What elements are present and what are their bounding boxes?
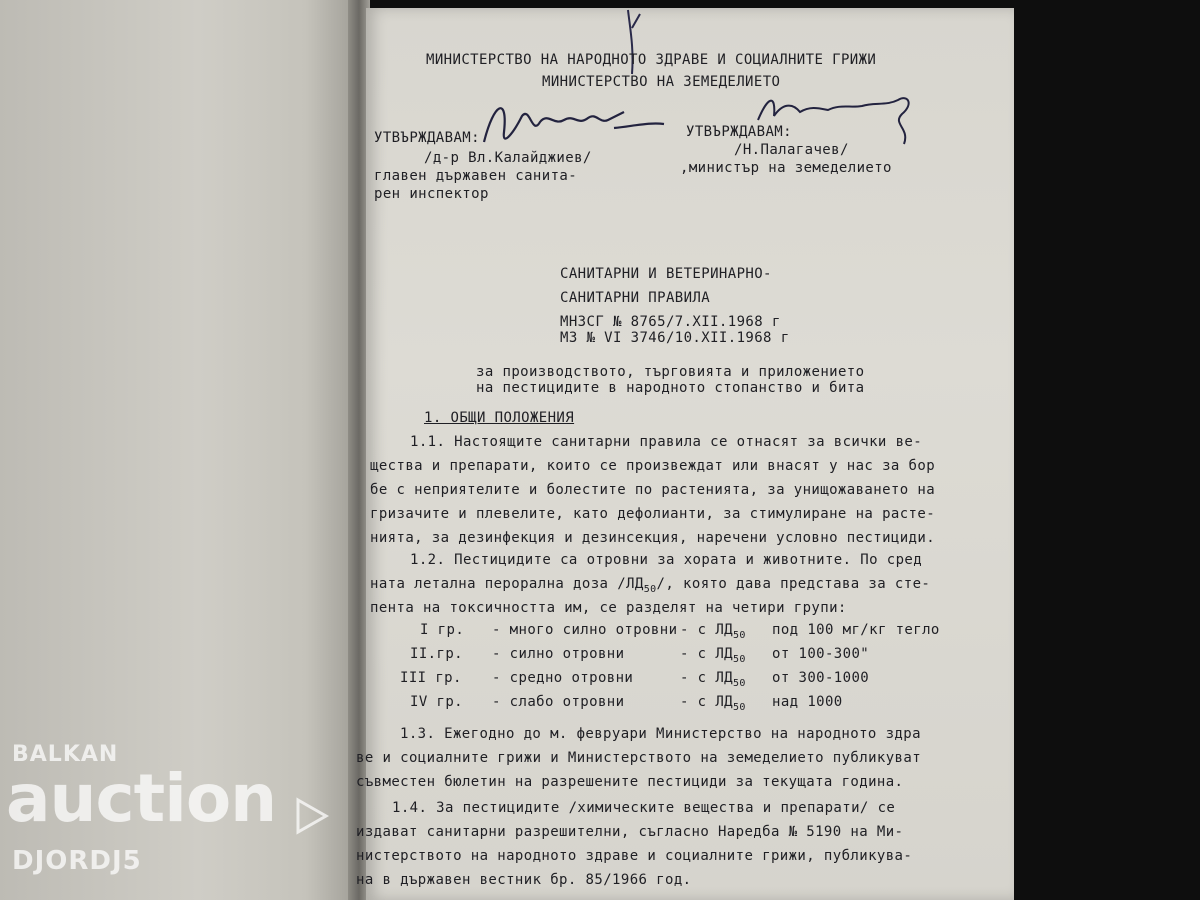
group-ld: - с $ЛД_{50}$ bbox=[680, 670, 746, 689]
approver-right-role: ,министър на земеделието bbox=[680, 160, 892, 176]
reference-2: МЗ № VI 3746/10.XII.1968 г bbox=[560, 330, 790, 346]
watermark-line-3: DJORDJ5 bbox=[12, 846, 142, 876]
watermark-line-1: BALKAN bbox=[12, 742, 119, 767]
p3-line-2: ве и социалните грижи и Министерството на земеделието публикуват bbox=[356, 750, 922, 766]
group-number: II.гр. bbox=[410, 646, 463, 662]
title-line-2: САНИТАРНИ ПРАВИЛА bbox=[560, 290, 711, 306]
p1-line-4: гризачите и плевелите, като дефолианти, за стимулиране на расте- bbox=[370, 506, 936, 522]
approver-left-role-1: главен държавен санита- bbox=[374, 168, 578, 184]
p3-line-1: 1.3. Ежегодно до м. февруари Министерство на народното здра bbox=[400, 726, 921, 742]
reference-1: МНЗСГ № 8765/7.XII.1968 г bbox=[560, 314, 781, 330]
subtitle-1: за производството, търговията и приложението bbox=[476, 364, 865, 380]
group-description: - средно отровни bbox=[492, 670, 634, 686]
auction-watermark bbox=[0, 738, 340, 888]
p1-line-3: бе с неприятелите и болестите по растенията, за унищожаването на bbox=[370, 482, 936, 498]
p1-line-5: нията, за дезинфекция и дезинсекция, наречени условно пестициди. bbox=[370, 530, 936, 546]
watermark-line-2: auction bbox=[6, 760, 277, 837]
group-description: - слабо отровни bbox=[492, 694, 625, 710]
title-line-1: САНИТАРНИ И ВЕТЕРИНАРНО- bbox=[560, 266, 772, 282]
play-arrow-icon bbox=[292, 796, 332, 836]
group-range: от 100-300" bbox=[772, 646, 870, 662]
approver-left-name: /д-р Вл.Калайджиев/ bbox=[424, 150, 592, 166]
signature-left bbox=[474, 92, 670, 154]
p2-line-1: 1.2. Пестицидите са отровни за хората и животните. По сред bbox=[410, 552, 923, 568]
ministry-agriculture-heading: МИНИСТЕРСТВО НА ЗЕМЕДЕЛИЕТО bbox=[542, 74, 781, 90]
group-ld: - с $ЛД_{50}$ bbox=[680, 646, 746, 665]
group-ld: - с $ЛД_{50}$ bbox=[680, 622, 746, 641]
p4-line-2: издават санитарни разрешителни, съгласно Наредба № 5190 на Ми- bbox=[356, 824, 904, 840]
p4-line-4: на в държавен вестник бр. 85/1966 год. bbox=[356, 872, 692, 888]
p4-line-1: 1.4. За пестицидите /химическите вещества и препарати/ се bbox=[392, 800, 896, 816]
group-description: - много силно отровни bbox=[492, 622, 678, 638]
subtitle-2: на пестицидите в народното стопанство и бита bbox=[476, 380, 865, 396]
p3-line-3: съвместен бюлетин на разрешените пестициди за текущата година. bbox=[356, 774, 904, 790]
group-range: от 300-1000 bbox=[772, 670, 870, 686]
approve-label-left: УТВЪРЖДАВАМ: bbox=[374, 130, 480, 146]
p2-line-2: ната летална перорална доза $/ЛД_{50}/$, която дава представа за сте- bbox=[370, 576, 931, 595]
group-range: под 100 мг/кг тегло bbox=[772, 622, 940, 638]
group-number: IV гр. bbox=[410, 694, 463, 710]
ministry-health-heading: МИНИСТЕРСТВО НА НАРОДНОТО ЗДРАВЕ И СОЦИАЛНИТЕ ГРИЖИ bbox=[426, 52, 877, 68]
approve-label-right: УТВЪРЖДАВАМ: bbox=[686, 124, 792, 140]
group-number: I гр. bbox=[420, 622, 465, 638]
approver-right-name: /Н.Палагачев/ bbox=[734, 142, 849, 158]
group-ld: - с $ЛД_{50}$ bbox=[680, 694, 746, 713]
group-number: III гр. bbox=[400, 670, 462, 686]
group-range: над 1000 bbox=[772, 694, 843, 710]
p1-line-1: 1.1. Настоящите санитарни правила се отнасят за всички ве- bbox=[410, 434, 923, 450]
approver-left-role-2: рен инспектор bbox=[374, 186, 489, 202]
p2-line-3: пента на токсичността им, се разделят на четири групи: bbox=[370, 600, 847, 616]
p1-line-2: щества и препарати, които се произвеждат или внасят у нас за бор bbox=[370, 458, 936, 474]
p4-line-3: нистерството на народното здраве и социалните грижи, публикува- bbox=[356, 848, 913, 864]
section-heading: 1. ОБЩИ ПОЛОЖЕНИЯ bbox=[424, 410, 575, 426]
group-description: - силно отровни bbox=[492, 646, 625, 662]
